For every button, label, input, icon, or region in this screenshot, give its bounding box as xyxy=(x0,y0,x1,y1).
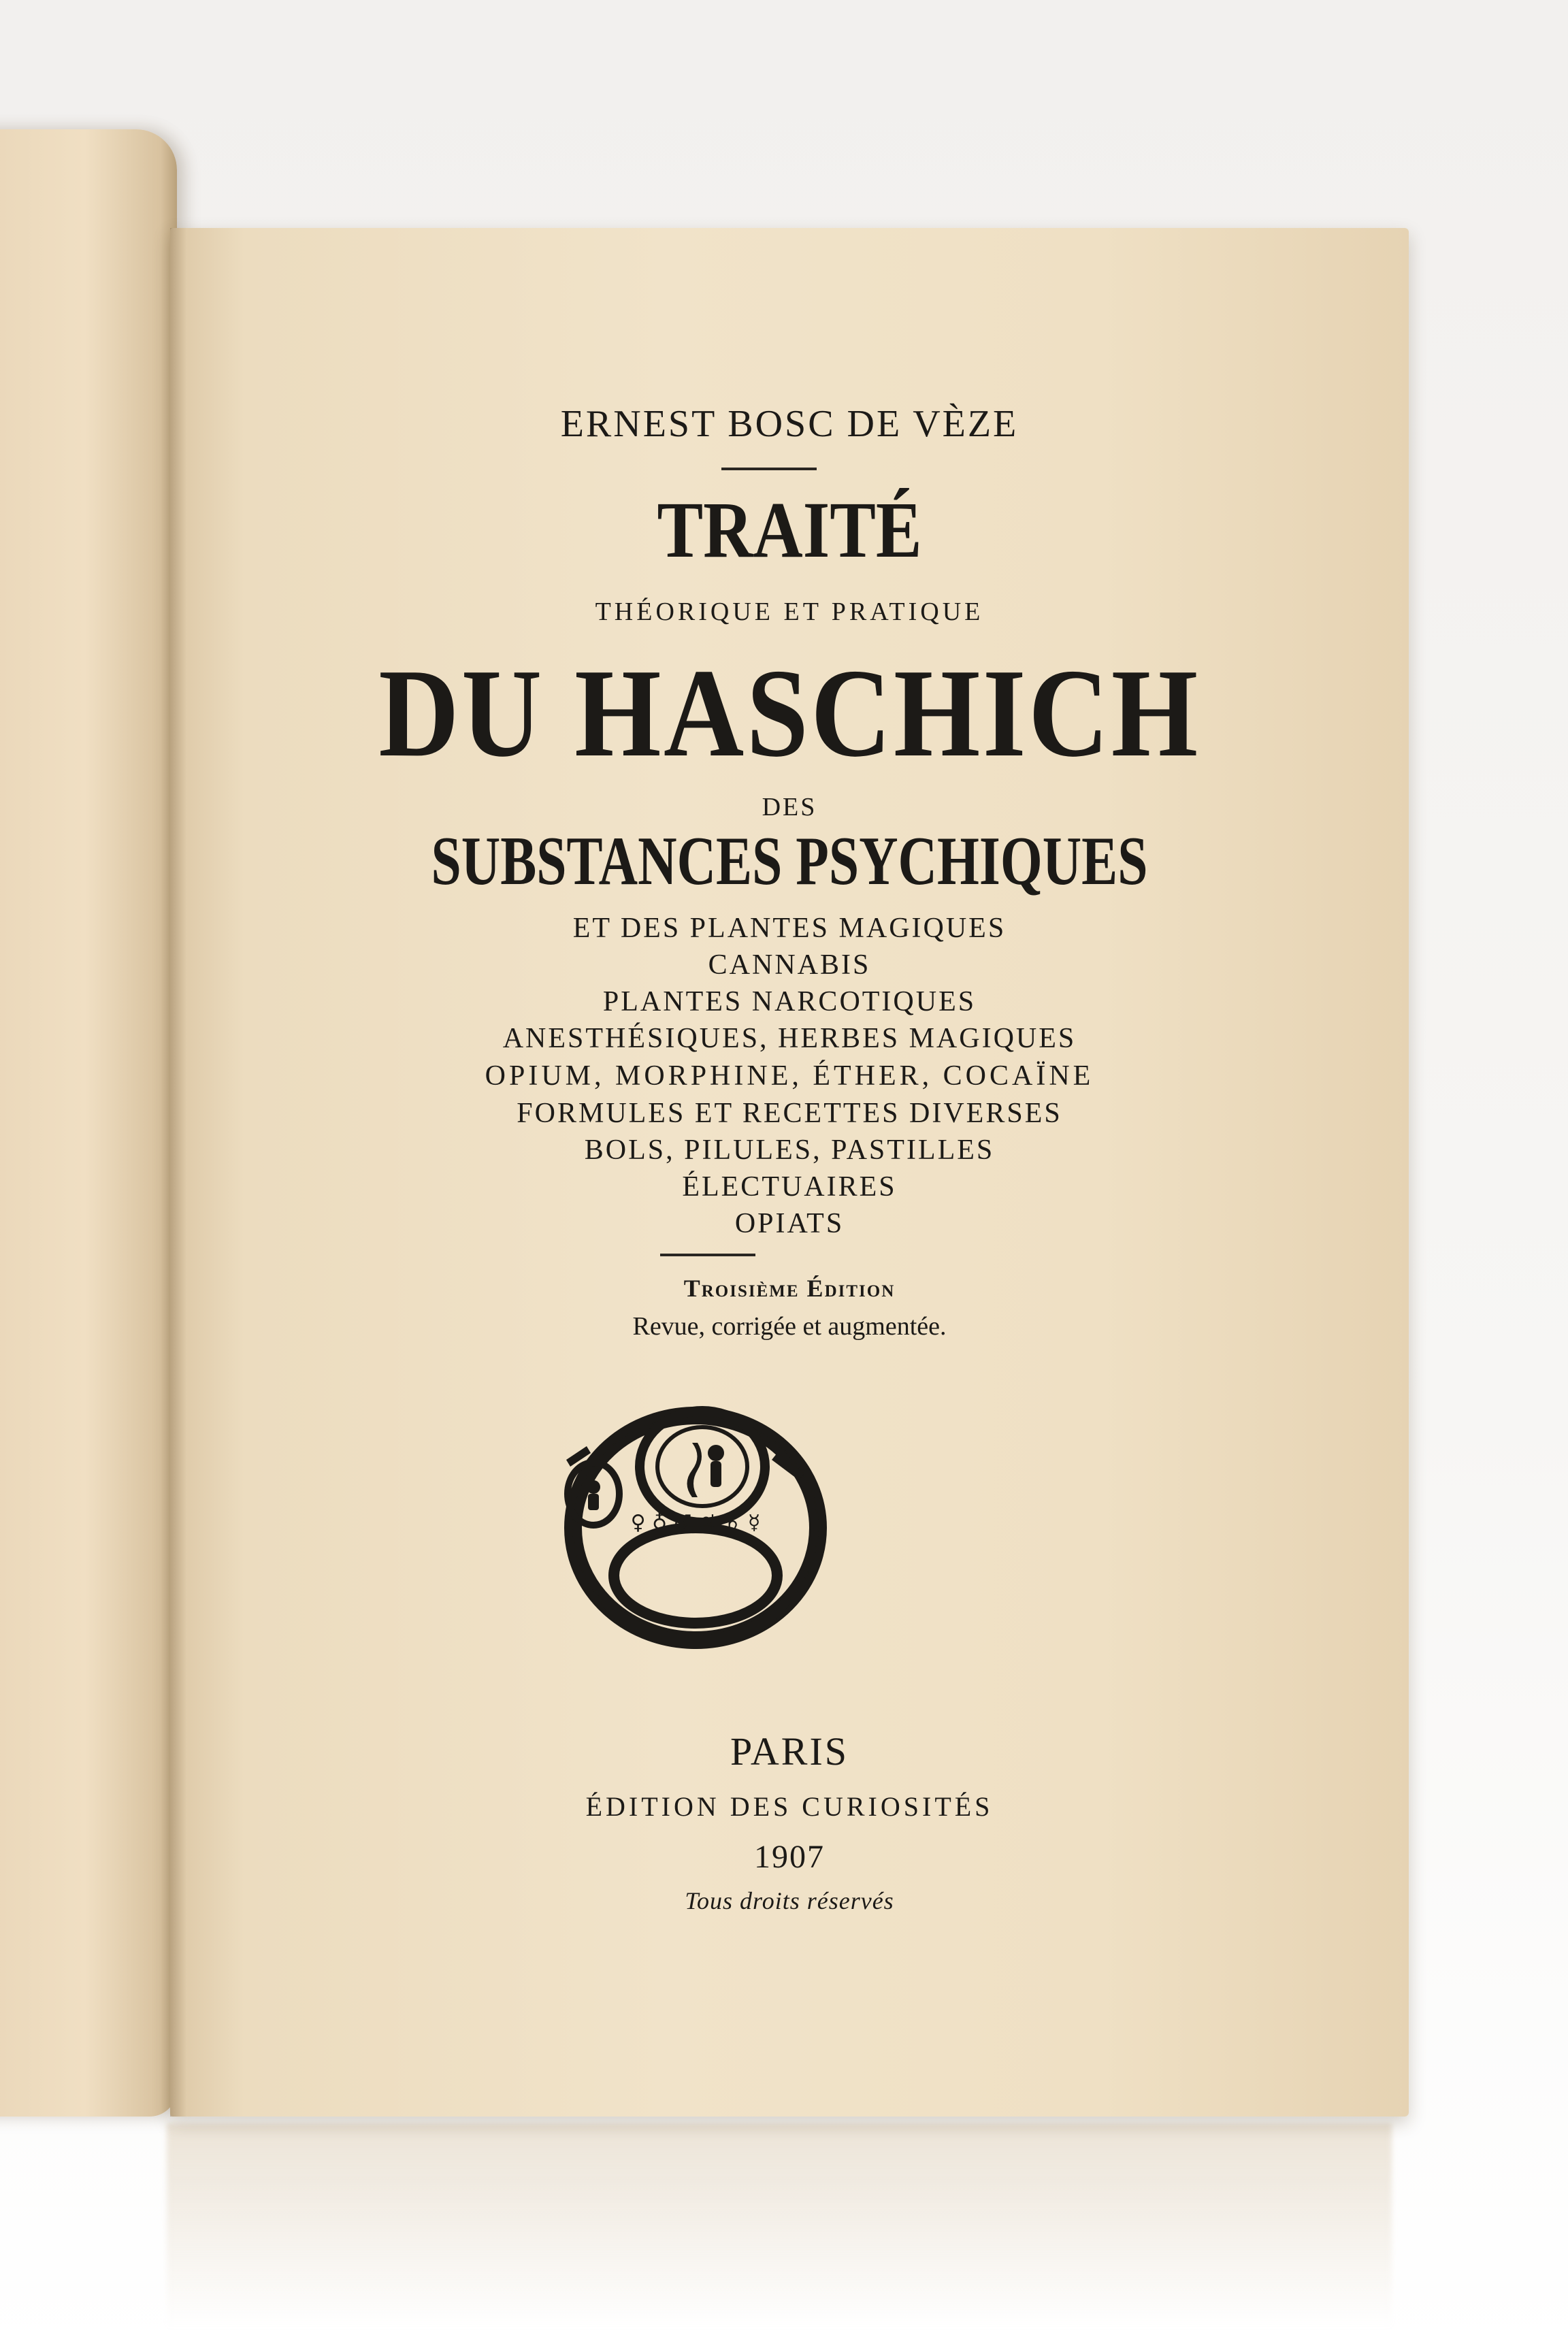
author-rule xyxy=(721,468,817,470)
contents-line: FORMULES ET RECETTES DIVERSES xyxy=(517,1098,1062,1129)
imprint-city: PARIS xyxy=(730,1729,849,1774)
contents-line: OPIATS xyxy=(734,1208,845,1239)
title-traite: TRAITÉ xyxy=(657,485,922,574)
contents-line: ÉLECTUAIRES xyxy=(682,1171,897,1203)
title-des: DES xyxy=(762,793,817,821)
planet-symbols: ♀ ♁ ♂ ♃ ♄ ☿ xyxy=(630,1511,761,1535)
contents-line: OPIUM, MORPHINE, ÉTHER, COCAÏNE xyxy=(485,1060,1094,1092)
edition-label: Troisième Édition xyxy=(683,1275,896,1302)
title-page xyxy=(170,228,1409,2117)
imprint-year: 1907 xyxy=(754,1839,825,1875)
title-haschich: DU HASCHICH xyxy=(378,643,1200,783)
edition-note: Revue, corrigée et augmentée. xyxy=(632,1312,947,1341)
imprint-publisher: ÉDITION DES CURIOSITÉS xyxy=(585,1791,994,1822)
contents-line: ANESTHÉSIQUES, HERBES MAGIQUES xyxy=(502,1023,1077,1054)
contents-line: ET DES PLANTES MAGIQUES xyxy=(572,913,1007,944)
facing-page-edge xyxy=(0,129,177,2117)
title-substances: SUBSTANCES PSYCHIQUES xyxy=(431,823,1148,900)
contents-rule xyxy=(660,1254,755,1256)
contents-line: PLANTES NARCOTIQUES xyxy=(602,986,977,1017)
contents-line: CANNABIS xyxy=(708,949,871,981)
contents-line: BOLS, PILULES, PASTILLES xyxy=(584,1134,995,1166)
book-reflection xyxy=(167,2123,1392,2352)
imprint-rights: Tous droits réservés xyxy=(685,1887,894,1914)
author-name: ERNEST BOSC DE VÈZE xyxy=(560,403,1019,445)
title-theorique: THÉORIQUE ET PRATIQUE xyxy=(595,598,984,626)
engraved-ring-icon xyxy=(553,1378,838,1664)
